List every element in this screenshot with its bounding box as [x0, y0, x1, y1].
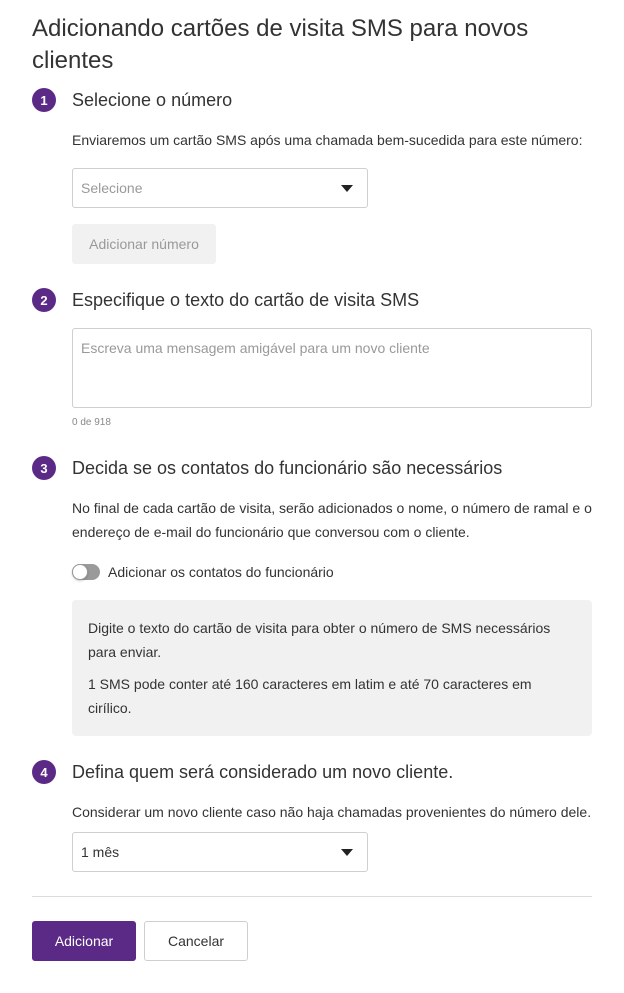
cancel-button[interactable]: Cancelar — [144, 921, 248, 961]
sms-info-panel — [72, 600, 592, 736]
employee-contacts-toggle-row[interactable] — [72, 560, 334, 584]
step-4-badge: 4 — [32, 760, 56, 784]
step-1-badge: 1 — [32, 88, 56, 112]
step-3-description: No final de cada cartão de visita, serão adicionados o nome, o número de ramal e o endereço de e-mail do funcionário que conversou com o cliente. — [72, 500, 592, 540]
employee-contacts-toggle-label: Adicionar os contatos do funcionário — [108, 564, 334, 580]
character-counter: 0 de 918 — [72, 417, 111, 428]
new-client-period-select[interactable] — [72, 832, 368, 872]
step-3-title: Decida se os contatos do funcionário são necessários — [72, 458, 503, 478]
add-number-button[interactable]: Adicionar número — [72, 224, 216, 264]
number-select-placeholder: Selecione — [81, 180, 143, 196]
add-button[interactable]: Adicionar — [32, 921, 136, 961]
number-select[interactable] — [72, 168, 368, 208]
info-text-count: Digite o texto do cartão de visita para obter o número de SMS necessários para enviar. — [88, 620, 551, 660]
toggle-knob — [72, 564, 88, 580]
employee-contacts-toggle[interactable] — [72, 564, 100, 580]
caret-down-icon — [341, 849, 353, 856]
page-title: Adicionando cartões de visita SMS para novos clientes — [32, 15, 529, 74]
step-3-badge: 3 — [32, 456, 56, 480]
step-4-title: Defina quem será considerado um novo cliente. — [72, 762, 454, 782]
sms-text-placeholder: Escreva uma mensagem amigável para um novo cliente — [81, 340, 430, 356]
step-2-title: Especifique o texto do cartão de visita SMS — [72, 290, 420, 310]
sms-text-input[interactable] — [72, 328, 592, 408]
caret-down-icon — [341, 185, 353, 192]
step-1-description: Enviaremos um cartão SMS após uma chamada bem-sucedida para este número: — [72, 132, 583, 148]
step-2-badge: 2 — [32, 288, 56, 312]
info-text-limits: 1 SMS pode conter até 160 caracteres em latim e até 70 caracteres em cirílico. — [88, 676, 532, 716]
step-1-title: Selecione o número — [72, 90, 233, 110]
period-select-value: 1 mês — [81, 844, 120, 860]
step-4-description: Considerar um novo cliente caso não haja chamadas provenientes do número dele. — [72, 804, 592, 820]
footer-divider — [32, 896, 592, 897]
